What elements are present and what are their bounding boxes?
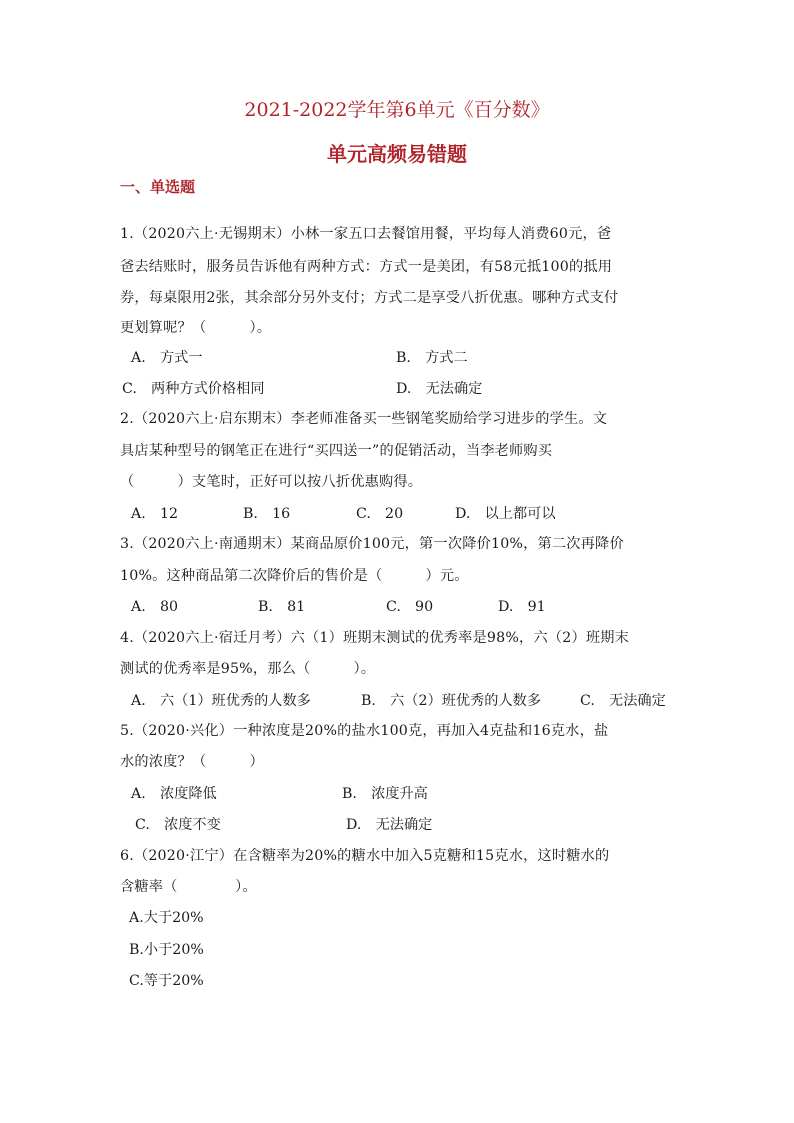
question-1-line: 1.（2020六上·无锡期末）小林一家五口去餐馆用餐，平均每人消费60元，爸 [120, 226, 612, 242]
question-2-option-b[interactable]: B. 16 [243, 506, 291, 522]
question-2-line: （ ）支笔时，正好可以按八折优惠购得。 [120, 474, 423, 490]
question-2-option-d[interactable]: D. 以上都可以 [455, 506, 556, 522]
question-5-line: 5.（2020·兴化）一种浓度是20%的盐水100克，再加入4克盐和16克水，盐 [120, 723, 609, 739]
question-5-option-a[interactable]: A. 浓度降低 [131, 786, 217, 802]
question-1-line: 券，每桌限用2张，其余部分另外支付；方式二是享受八折优惠。哪种方式支付 [120, 290, 619, 306]
page-title: 2021-2022学年第6单元《百分数》 [244, 99, 550, 121]
question-1-line: 爸去结账时，服务员告诉他有两种方式：方式一是美团，有58元抵100的抵用 [120, 259, 613, 275]
question-3-option-b[interactable]: B. 81 [258, 599, 306, 615]
question-1-line: 更划算呢？（ ）。 [120, 320, 272, 336]
question-1-option-b[interactable]: B. 方式二 [396, 350, 468, 366]
question-3-option-a[interactable]: A. 80 [131, 599, 178, 615]
question-6-option-a[interactable]: A.大于20% [129, 910, 204, 926]
question-1-option-d[interactable]: D. 无法确定 [396, 381, 483, 397]
question-4-option-b[interactable]: B. 六（2）班优秀的人数多 [361, 693, 542, 709]
question-5-option-b[interactable]: B. 浓度升高 [342, 786, 428, 802]
question-5-option-c[interactable]: C. 浓度不变 [135, 817, 221, 833]
question-2-line: 2.（2020六上·启东期末）李老师准备买一些钢笔奖励给学习进步的学生。文 [120, 411, 608, 427]
question-6-option-c[interactable]: C.等于20% [129, 973, 204, 989]
question-2-option-a[interactable]: A. 12 [131, 506, 178, 522]
question-5-option-d[interactable]: D. 无法确定 [346, 817, 433, 833]
question-2-line: 具店某种型号的钢笔正在进行“买四送一”的促销活动，当李老师购买 [120, 443, 553, 459]
page-subtitle: 单元高频易错题 [327, 142, 467, 166]
question-6-line: 6.（2020·江宁）在含糖率为20%的糖水中加入5克糖和15克水，这时糖水的 [120, 848, 610, 864]
question-4-line: 4.（2020六上·宿迁月考）六（1）班期末测试的优秀率是98%，六（2）班期末 [120, 630, 629, 646]
question-1-option-c[interactable]: C. 两种方式价格相同 [122, 381, 265, 397]
question-3-option-c[interactable]: C. 90 [386, 599, 434, 615]
question-4-line: 测试的优秀率是95%，那么（ ）。 [120, 661, 376, 677]
question-3-line: 3.（2020六上·南通期末）某商品原价100元，第一次降价10%，第二次再降价 [120, 536, 624, 552]
question-1-option-a[interactable]: A. 方式一 [131, 350, 203, 366]
question-6-line: 含糖率（ ）。 [120, 879, 257, 895]
question-2-option-c[interactable]: C. 20 [356, 506, 404, 522]
question-4-option-c[interactable]: C. 无法确定 [580, 693, 666, 709]
question-6-option-b[interactable]: B.小于20% [129, 942, 204, 958]
question-3-line: 10%。这种商品第二次降价后的售价是（ ）元。 [120, 568, 469, 584]
question-5-line: 水的浓度？（ ） [120, 754, 264, 770]
question-3-option-d[interactable]: D. 91 [498, 599, 546, 615]
question-4-option-a[interactable]: A. 六（1）班优秀的人数多 [131, 693, 311, 709]
section-heading: 一、单选题 [120, 178, 196, 196]
